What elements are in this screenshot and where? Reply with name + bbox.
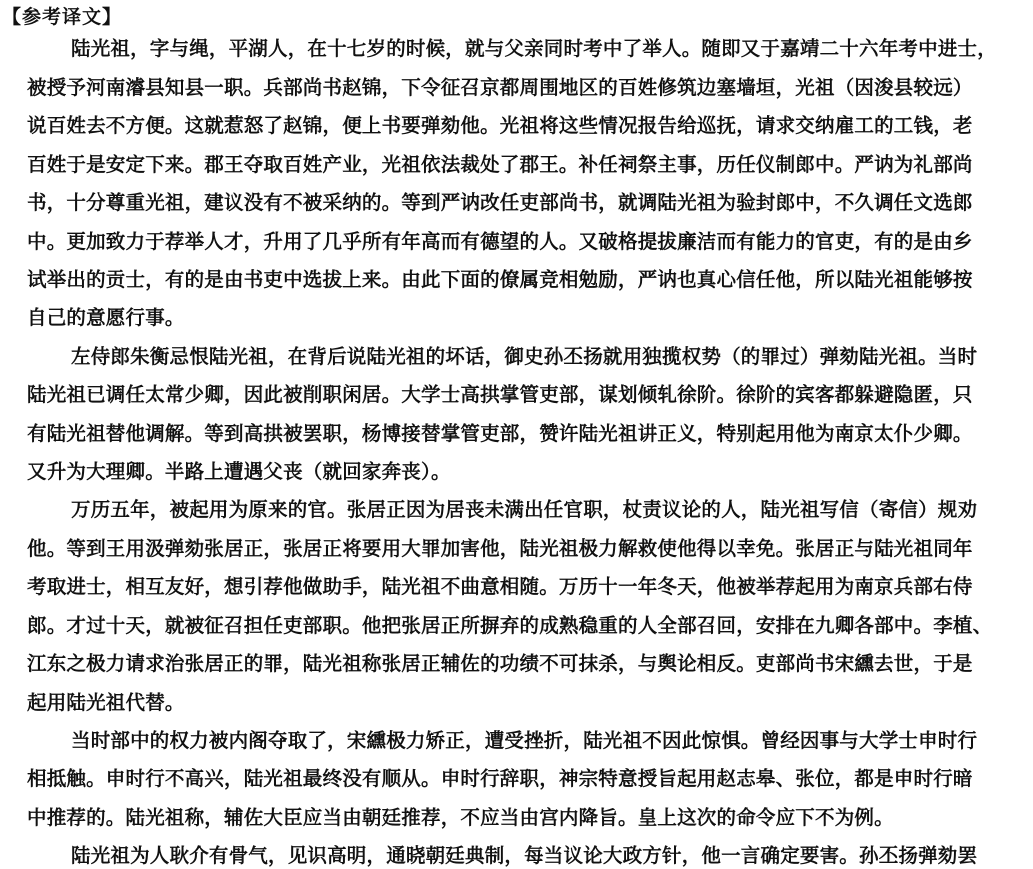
text-line-14: 他。等到王用汲弹劾张居正，张居正将要用大罪加害他，陆光祖极力解救使他得以幸免。张居正与陆光祖同年: [27, 537, 973, 560]
text-line-20: 相抵触。申时行不高兴，陆光祖最终没有顺从。申时行辞职，神宗特意授旨起用赵志皋、张位，都是申时行暗: [27, 767, 973, 790]
document-title: 【参考译文】: [2, 6, 123, 28]
text-line-22: 陆光祖为人耿介有骨气，见识高明，通晓朝廷典制，每当议论大政方针，他一言确定要害。孙丕扬弹劾罢: [71, 844, 978, 867]
text-line-11: 有陆光祖替他调解。等到高拱被罢职，杨博接替掌管吏部，赞许陆光祖讲正义，特别起用他为南京太仆少卿。: [27, 422, 973, 445]
text-line-4: 百姓于是安定下来。郡王夺取百姓产业，光祖依法裁处了郡王。补任祠祭主事，历任仪制郎中。严讷为礼部尚: [27, 153, 973, 176]
text-line-16: 郎。才过十天，就被征召担任吏部职。他把张居正所摒弃的成熟稳重的人全部召回，安排在九卿各部中。李植、: [27, 614, 993, 637]
text-line-1: 陆光祖，字与绳，平湖人，在十七岁的时候，就与父亲同时考中了举人。随即又于嘉靖二十六年考中进士，: [71, 37, 997, 60]
text-line-9: 左侍郎朱衡忌恨陆光祖，在背后说陆光祖的坏话，御史孙丕扬就用独揽权势（的罪过）弹劾陆光祖。当时: [71, 345, 978, 368]
text-line-12: 又升为大理卿。半路上遭遇父丧（就回家奔丧）。: [27, 460, 451, 483]
text-line-8: 自己的意愿行事。: [27, 306, 185, 329]
text-line-5: 书，十分尊重光祖，建议没有不被采纳的。等到严讷改任吏部尚书，就调陆光祖为验封郎中，不久调任文选郎: [27, 191, 973, 214]
text-line-3: 说百姓去不方便。这就惹怒了赵锦，便上书要弹劾他。光祖将这些情况报告给巡抚，请求交纳雇工的工钱，老: [27, 114, 973, 137]
text-line-19: 当时部中的权力被内阁夺取了，宋纁极力矫正，遭受挫折，陆光祖不因此惊惧。曾经因事与大学士申时行: [71, 729, 978, 752]
text-line-10: 陆光祖已调任太常少卿，因此被削职闲居。大学士高拱掌管吏部，谋划倾轧徐阶。徐阶的宾客都躲避隐匿，只: [27, 383, 973, 406]
text-line-17: 江东之极力请求治张居正的罪，陆光祖称张居正辅佐的功绩不可抹杀，与舆论相反。吏部尚书宋纁去世，于是: [27, 652, 973, 675]
text-line-7: 试举出的贡士，有的是由书吏中选拔上来。由此下面的僚属竞相勉励，严讷也真心信任他，所以陆光祖能够按: [27, 268, 973, 291]
text-line-18: 起用陆光祖代替。: [27, 691, 185, 714]
text-line-15: 考取进士，相互友好，想引荐他做助手，陆光祖不曲意相随。万历十一年冬天，他被举荐起用为南京兵部右侍: [27, 575, 973, 598]
text-line-6: 中。更加致力于荐举人才，升用了几乎所有年高而有德望的人。又破格提拔廉洁而有能力的官吏，有的是由乡: [27, 230, 973, 253]
text-line-2: 被授予河南濬县知县一职。兵部尚书赵锦，下令征召京都周围地区的百姓修筑边塞墙垣，光祖（因浚县较远）: [27, 76, 973, 99]
text-line-21: 中推荐的。陆光祖称，辅佐大臣应当由朝廷推荐，不应当由宫内降旨。皇上这次的命令应下不为例。: [27, 806, 894, 829]
text-line-13: 万历五年，被起用为原来的官。张居正因为居丧未满出任官职，杖责议论的人，陆光祖写信（寄信）规劝: [71, 498, 978, 521]
